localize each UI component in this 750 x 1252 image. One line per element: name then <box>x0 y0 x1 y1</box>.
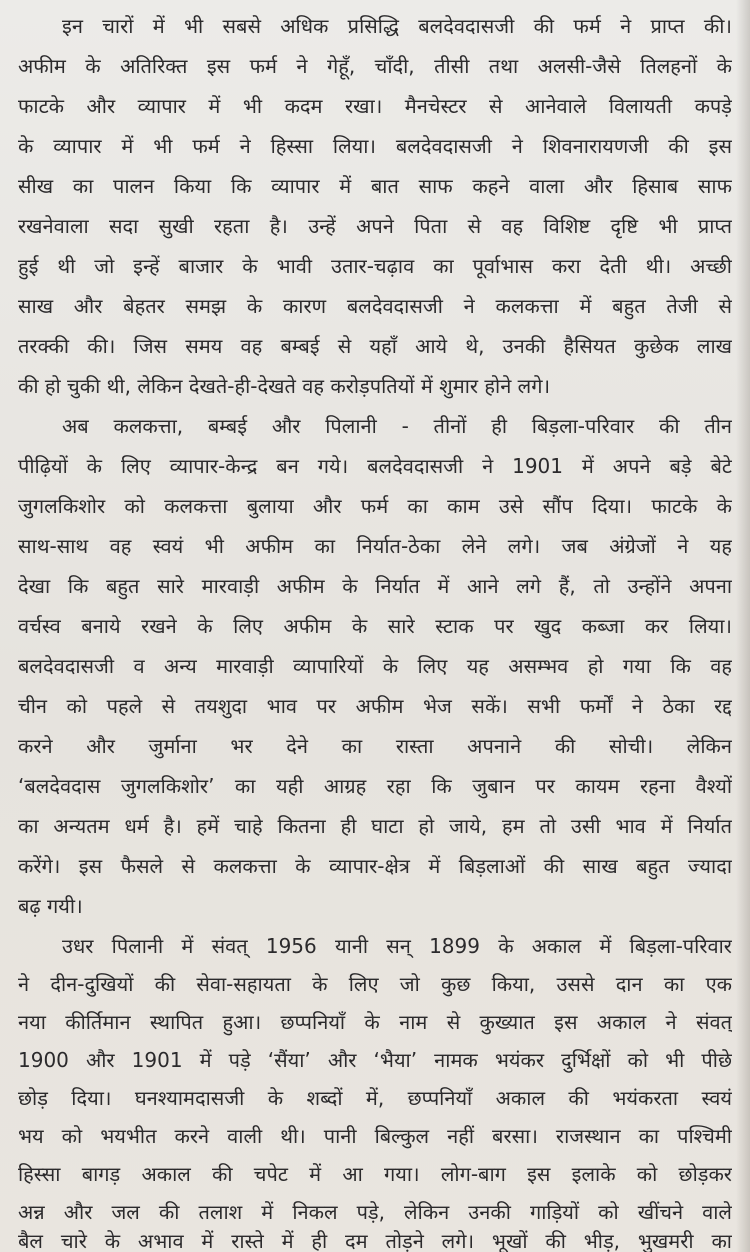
text-line: तरक्की की। जिस समय वह बम्बई से यहाँ आये थे, उनकी हैसियत कुछेक लाख <box>18 334 732 358</box>
text-line: इन चारों में भी सबसे अधिक प्रसिद्धि बलदेवदासजी की फर्म ने प्राप्त की। <box>62 14 732 38</box>
text-line: फाटके और व्यापार में भी कदम रखा। मैनचेस्टर से आनेवाले विलायती कपड़े <box>18 94 732 118</box>
text-line: साथ-साथ वह स्वयं भी अफीम का निर्यात-ठेका लेने लगे। जब अंग्रेजों ने यह <box>18 534 732 558</box>
text-line: 1900 और 1901 में पड़े ‘सैंया’ और ‘भैया’ नामक भयंकर दुर्भिक्षों को भी पीछे <box>18 1048 732 1072</box>
text-line: वर्चस्व बनाये रखने के लिए अफीम के सारे स्टाक पर खुद कब्जा कर लिया। <box>18 614 732 638</box>
text-line: साख और बेहतर समझ के कारण बलदेवदासजी ने कलकत्ता में बहुत तेजी से <box>18 294 732 318</box>
text-line: ‘बलदेवदास जुगलकिशोर’ का यही आग्रह रहा कि जुबान पर कायम रहना वैश्यों <box>18 774 732 798</box>
text-line: का अन्यतम धर्म है। हमें चाहे कितना ही घाटा हो जाये, हम तो उसी भाव में निर्यात <box>18 814 732 838</box>
text-line: हिस्सा बागड़ अकाल की चपेट में आ गया। लोग-बाग इस इलाके को छोड़कर <box>18 1162 732 1186</box>
text-line: जुगलकिशोर को कलकत्ता बुलाया और फर्म का काम उसे सौंप दिया। फाटके के <box>18 494 732 518</box>
text-line: अन्न और जल की तलाश में निकल पड़े, लेकिन उनकी गाड़ियों को खींचने वाले <box>18 1200 732 1224</box>
text-line: नया कीर्तिमान स्थापित हुआ। छप्पनियाँ के नाम से कुख्यात इस अकाल ने संवत् <box>18 1010 732 1034</box>
text-line: के व्यापार में भी फर्म ने हिस्सा लिया। बलदेवदासजी ने शिवनारायणजी की इस <box>18 134 732 158</box>
text-line: अब कलकत्ता, बम्बई और पिलानी - तीनों ही बिड़ला-परिवार की तीन <box>62 414 732 438</box>
text-line: बलदेवदासजी व अन्य मारवाड़ी व्यापारियों के लिए यह असम्भव हो गया कि वह <box>18 654 732 678</box>
text-line: रखनेवाला सदा सुखी रहता है। उन्हें अपने पिता से वह विशिष्ट दृष्टि भी प्राप्त <box>18 214 732 238</box>
text-line: बढ़ गयी। <box>18 894 83 918</box>
text-line: करेंगे। इस फैसले से कलकत्ता के व्यापार-क्षेत्र में बिड़लाओं की साख बहुत ज्यादा <box>18 854 732 878</box>
text-line: बैल चारे के अभाव में रास्ते में ही दम तोड़ने लगे। भूखों की भीड़, भुखमरी का <box>18 1230 732 1252</box>
text-line: पीढ़ियों के लिए व्यापार-केन्द्र बन गये। बलदेवदासजी ने 1901 में अपने बड़े बेटे <box>18 454 732 478</box>
page-edge-shadow <box>736 0 750 1252</box>
text-line: की हो चुकी थी, लेकिन देखते-ही-देखते वह करोड़पतियों में शुमार होने लगे। <box>18 374 551 398</box>
text-line: करने और जुर्माना भर देने का रास्ता अपनाने की सोची। लेकिन <box>18 734 732 758</box>
text-line: देखा कि बहुत सारे मारवाड़ी अफीम के निर्यात में आने लगे हैं, तो उन्होंने अपना <box>18 574 732 598</box>
text-line: छोड़ दिया। घनश्यामदासजी के शब्दों में, छप्पनियाँ अकाल की भयंकरता स्वयं <box>18 1086 732 1110</box>
text-line: उधर पिलानी में संवत् 1956 यानी सन् 1899 के अकाल में बिड़ला-परिवार <box>62 934 732 958</box>
text-line: ने दीन-दुखियों की सेवा-सहायता के लिए जो कुछ किया, उससे दान का एक <box>18 972 732 996</box>
text-line: हुई थी जो इन्हें बाजार के भावी उतार-चढ़ाव का पूर्वाभास करा देती थी। अच्छी <box>18 254 732 278</box>
text-line: अफीम के अतिरिक्त इस फर्म ने गेहूँ, चाँदी, तीसी तथा अलसी-जैसे तिलहनों के <box>18 54 732 78</box>
text-line: चीन को पहले से तयशुदा भाव पर अफीम भेज सकें। सभी फर्मों ने ठेका रद्द <box>18 694 732 718</box>
text-line: सीख का पालन किया कि व्यापार में बात साफ कहने वाला और हिसाब साफ <box>18 174 732 198</box>
text-line: भय को भयभीत करने वाली थी। पानी बिल्कुल नहीं बरसा। राजस्थान का पश्चिमी <box>18 1124 732 1148</box>
